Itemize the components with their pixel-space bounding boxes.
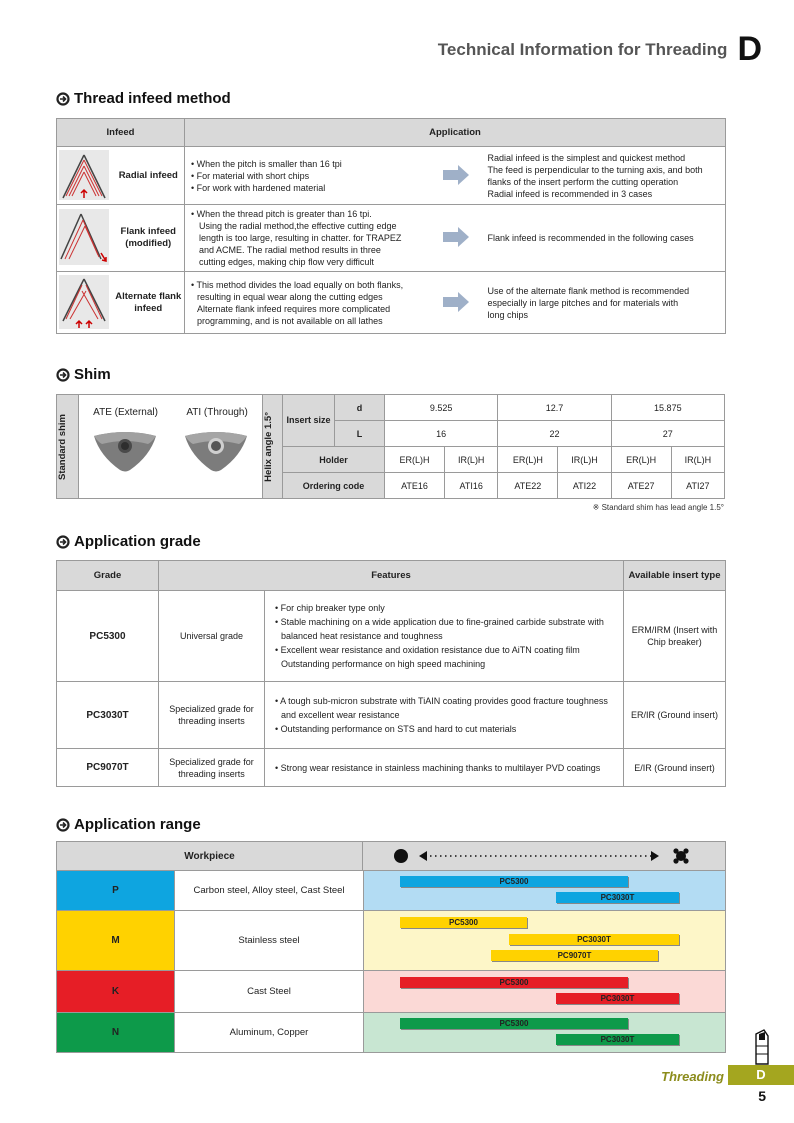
grade-features: • Strong wear resistance in stainless machining thanks to multilayer PVD coatings	[265, 749, 624, 787]
ordering-code: ATE16	[385, 473, 445, 499]
ordering-code: ATI16	[445, 473, 498, 499]
holder-value: IR(L)H	[445, 447, 498, 473]
ati-label: ATI (Through)	[186, 407, 248, 418]
l-value: 22	[498, 421, 611, 447]
holder-value: IR(L)H	[558, 447, 611, 473]
grade-insert-type: E/IR (Ground insert)	[624, 749, 726, 787]
section-bullet-icon	[56, 368, 70, 382]
infeed-conditions: • When the pitch is smaller than 16 tpi • For material with short chips • For work with hardened material	[185, 147, 430, 205]
grade-range-bar: PC3030T	[556, 892, 679, 903]
d-label: d	[335, 395, 385, 421]
grade-row	[57, 682, 726, 749]
range-bars	[364, 871, 725, 910]
l-label: L	[335, 421, 385, 447]
workpiece-material: Cast Steel	[175, 971, 364, 1012]
section-title-infeed: Thread infeed method	[56, 90, 231, 107]
section-bullet-icon	[56, 818, 70, 832]
ordering-code: ATE22	[498, 473, 558, 499]
range-row	[56, 911, 726, 971]
grade-type: Specialized grade for threading inserts	[159, 682, 265, 749]
range-row	[56, 971, 726, 1013]
flank-infeed-diagram	[57, 205, 113, 272]
shim-note: ※ Standard shim has lead angle 1.5°	[592, 503, 724, 512]
range-row	[56, 871, 726, 911]
infeed-conditions: • When the thread pitch is greater than 16 tpi. Using the radial method,the effective cutting edge length is too large, resulting in chatter. for TRAPEZ and ACME. The radial method results in three cutting edges, making chip flow very difficult	[185, 205, 430, 272]
standard-shim-label: Standard shim	[57, 395, 79, 499]
alternate-infeed-diagram	[57, 272, 113, 334]
wear-resistance-icon	[394, 849, 408, 863]
infeed-row	[57, 147, 726, 205]
grade-row	[57, 591, 726, 682]
helix-angle-label: Helix angle 1.5°	[263, 395, 283, 499]
grade-table	[56, 560, 726, 787]
infeed-name: Alternate flank infeed	[113, 272, 185, 334]
grade-row	[57, 749, 726, 787]
section-title-shim: Shim	[56, 366, 111, 383]
arrow-left-icon	[419, 851, 427, 861]
grade-range-bar: PC3030T	[556, 1034, 679, 1045]
iso-group: K	[57, 971, 175, 1012]
workpiece-material: Aluminum, Copper	[175, 1013, 364, 1052]
ordering-code: ATI27	[671, 473, 724, 499]
grade-features: • A tough sub-micron substrate with TiAIN coating provides good fracture toughness and excellent wear resistance • Outstanding performance on STS and hard to cut materials	[265, 682, 624, 749]
d-value: 9.525	[385, 395, 498, 421]
col-features: Features	[159, 561, 624, 591]
infeed-application: Radial infeed is the simplest and quickest method The feed is perpendicular to the turning axis, and both flanks of the insert perform the cutting operation Radial infeed is recommended in 3 cases	[482, 147, 726, 205]
arrow-right-icon	[430, 205, 482, 272]
grade-name: PC3030T	[57, 682, 159, 749]
arrow-right-icon	[651, 851, 659, 861]
infeed-row	[57, 205, 726, 272]
ordering-code: ATI22	[558, 473, 611, 499]
workpiece-label: Workpiece	[57, 842, 363, 870]
insert-size-label: Insert size	[283, 395, 335, 447]
arrow-right-icon	[430, 272, 482, 334]
chapter-letter: D	[737, 30, 762, 68]
ate-shim-image	[90, 426, 160, 474]
ati-shim-image	[181, 426, 251, 474]
infeed-application: Use of the alternate flank method is recommended especially in large pitches and for materials with long chips	[482, 272, 726, 334]
grade-name: PC9070T	[57, 749, 159, 787]
shim-table	[56, 394, 725, 499]
iso-group: P	[57, 871, 175, 910]
page-title: Technical Information for Threading	[437, 40, 728, 59]
workpiece-material: Stainless steel	[175, 911, 364, 970]
range-table	[56, 841, 726, 1053]
holder-value: ER(L)H	[498, 447, 558, 473]
infeed-application: Flank infeed is recommended in the following cases	[482, 205, 726, 272]
section-title-range: Application range	[56, 816, 201, 833]
infeed-table	[56, 118, 726, 334]
footer-tab: D	[728, 1065, 794, 1085]
grade-range-bar: PC5300	[400, 876, 628, 887]
infeed-name: Flank infeed (modified)	[113, 205, 185, 272]
grade-range-bar: PC9070T	[491, 950, 658, 961]
ordering-code-label: Ordering code	[283, 473, 385, 499]
range-header	[56, 841, 726, 871]
grade-range-bar: PC5300	[400, 977, 628, 988]
grade-features: • For chip breaker type only • Stable machining on a wide application due to fine-grained carbide substrate with balanced heat resistance and toughness • Excellent wear resistance and oxidation resistance due to AiTN coating film Outstanding performance on high speed machining	[265, 591, 624, 682]
section-bullet-icon	[56, 535, 70, 549]
grade-type: Specialized grade for threading inserts	[159, 749, 265, 787]
grade-insert-type: ERM/IRM (Insert with Chip breaker)	[624, 591, 726, 682]
radial-infeed-diagram	[57, 147, 113, 205]
threading-tool-icon	[750, 1028, 774, 1066]
grade-range-bar: PC3030T	[509, 934, 679, 945]
grade-name: PC5300	[57, 591, 159, 682]
d-value: 12.7	[498, 395, 611, 421]
infeed-conditions: • This method divides the load equally on both flanks, resulting in equal wear along the cutting edges Alternate flank infeed requires more complicated programming, and is not available on all lathes	[185, 272, 430, 334]
infeed-name: Radial infeed	[113, 147, 185, 205]
workpiece-material: Carbon steel, Alloy steel, Cast Steel	[175, 871, 364, 910]
infeed-row	[57, 272, 726, 334]
page-number: 5	[758, 1088, 766, 1104]
ate-label: ATE (External)	[93, 407, 158, 418]
range-bars	[364, 971, 725, 1012]
l-value: 16	[385, 421, 498, 447]
col-infeed: Infeed	[57, 119, 185, 147]
iso-group: M	[57, 911, 175, 970]
footer-label: Threading	[661, 1069, 724, 1084]
page-header	[438, 26, 762, 66]
grade-range-bar: PC5300	[400, 917, 527, 928]
section-bullet-icon	[56, 92, 70, 106]
holder-label: Holder	[283, 447, 385, 473]
range-bars	[364, 911, 725, 970]
shim-images	[79, 395, 263, 499]
col-application: Application	[185, 119, 726, 147]
ordering-code: ATE27	[611, 473, 671, 499]
holder-value: IR(L)H	[671, 447, 724, 473]
holder-value: ER(L)H	[385, 447, 445, 473]
toughness-icon	[673, 848, 688, 863]
grade-range-bar: PC3030T	[556, 993, 679, 1004]
col-insert-type: Available insert type	[624, 561, 726, 591]
section-title-grade: Application grade	[56, 533, 201, 550]
range-scale	[363, 842, 725, 870]
range-row	[56, 1013, 726, 1053]
iso-group: N	[57, 1013, 175, 1052]
l-value: 27	[611, 421, 724, 447]
grade-insert-type: ER/IR (Ground insert)	[624, 682, 726, 749]
holder-value: ER(L)H	[611, 447, 671, 473]
d-value: 15.875	[611, 395, 724, 421]
range-bars	[364, 1013, 725, 1052]
arrow-right-icon	[430, 147, 482, 205]
grade-range-bar: PC5300	[400, 1018, 628, 1029]
col-grade: Grade	[57, 561, 159, 591]
grade-type: Universal grade	[159, 591, 265, 682]
